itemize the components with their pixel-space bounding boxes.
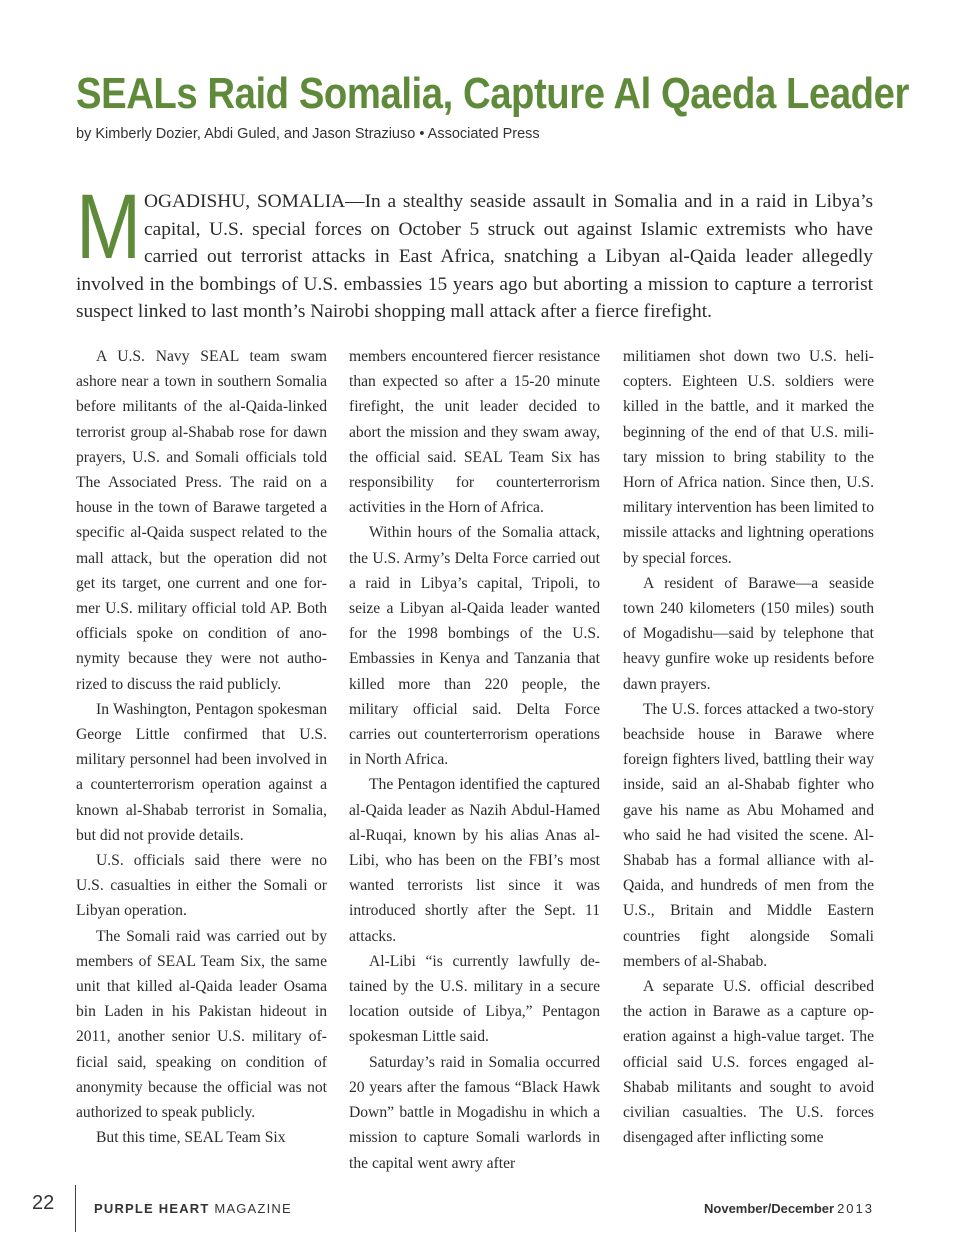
column-2 — [349, 344, 600, 1176]
paragraph: Saturday’s raid in Somalia occurred 20 years after the famous “Black Hawk Down” battle in Mogadishu in which a mission to capture Somali warlords in the capital went awry after — [349, 1053, 600, 1172]
intro-text: OGADISHU, SOMALIA—In a stealthy seaside assault in Somalia and in a raid in Libya’s capital, U.S. special forces on October 5 struck out against Islamic extremists who have carried out terrorist attacks in East Africa, snatching a Libyan al-Qaida leader allegedly involved in the bombings of U.S. embassies 15 years ago but aborting a mission to capture a terrorist suspect linked to last month’s Nairobi shopping mall attack after a fierce firefight. — [76, 191, 873, 322]
paragraph: In Washington, Pentagon spokesman George Little confirmed that U.S. military personnel had been involved in a counterterrorism operation against a known al-Shabab terrorist in Somalia, but did not provide details. — [76, 700, 327, 844]
paragraph: A separate U.S. official described the action in Barawe as a capture operation against a high-value target. The official said U.S. forces engaged al-Shabab militants and sought to avoid civilian casualties. The U.S. forces disengaged after inflicting some — [623, 978, 874, 1147]
paragraph-continued: members encountered fiercer resistance than expected so after a 15-20 minute firefight, the unit leader decided to abort the mission and they swam away, the official said. SEAL Team Six has responsibility for counterterrorism activities in the Horn of Africa. — [349, 348, 600, 517]
paragraph-continued: militiamen shot down two U.S. helicopters. Eighteen U.S. soldiers were killed in the battle, and it marked the beginning of the end of that U.S. military mission to bring stability to the Horn of Africa nation. Since then, U.S. military intervention has been limited to missile attacks and lightning operations by special forces. — [623, 348, 874, 567]
paragraph: A resident of Barawe—a seaside town 240 kilometers (150 miles) south of Mogadishu—said by telephone that heavy gunfire woke up residents before dawn prayers. — [623, 574, 874, 693]
drop-cap: M — [76, 176, 142, 278]
paragraph: A U.S. Navy SEAL team swam ashore near a town in southern Somalia before militants of the al-Qaida-linked terrorist group al-Shabab rose for dawn prayers, U.S. and Somali officials told The Associated Press. The raid on a house in the town of Barawe targeted a specific al-Qaida suspect related to the mall attack, but the operation did not get its target, one current and one former U.S. military official told AP. Both officials spoke on condition of anonymity because they were not authorized to discuss the raid publicly. — [76, 348, 327, 693]
issue-date — [704, 1201, 874, 1216]
article-headline — [76, 66, 909, 122]
paragraph: The Pentagon identified the captured al-Qaida leader as Nazih Abdul-Hamed al-Ruqai, known by his alias Anas al-Libi, who has been on the FBI’s most wanted terrorists list since it was introduced shortly after the Sept. 11 attacks. — [349, 776, 600, 945]
headline-bold: SEALs Raid Somalia, — [76, 69, 453, 118]
footer-divider — [75, 1185, 76, 1232]
issue-months: November/December — [704, 1201, 835, 1216]
headline-rest: Capture Al Qaeda Leader — [462, 69, 909, 118]
magazine-name-rest: MAGAZINE — [214, 1201, 292, 1216]
magazine-name-bold: PURPLE HEART — [94, 1201, 210, 1216]
magazine-name — [94, 1201, 292, 1216]
paragraph: The Somali raid was carried out by members of SEAL Team Six, the same unit that killed al-Qaida leader Osama bin Laden in his Pakistan hideout in 2011, another senior U.S. military official said, speaking on condition of anonymity because the official was not authorized to speak publicly. — [76, 927, 327, 1122]
column-1 — [76, 344, 327, 1151]
page-number: 22 — [32, 1192, 55, 1214]
byline: by Kimberly Dozier, Abdi Guled, and Jason Straziuso • Associated Press — [76, 126, 540, 142]
intro-paragraph — [76, 176, 873, 326]
paragraph: Al-Libi “is currently lawfully detained by the U.S. military in a secure location outside of Libya,” Pentagon spokesman Little said. — [349, 952, 600, 1046]
paragraph: U.S. officials said there were no U.S. casualties in either the Somali or Libyan operation. — [76, 852, 327, 920]
issue-year: 2013 — [837, 1201, 874, 1216]
paragraph: The U.S. forces attacked a two-story beachside house in Barawe where foreign fighters lived, battling their way inside, said an al-Shabab fighter who gave his name as Abu Mohamed and who said he had visited the scene. Al-Shabab has a formal alliance with al-Qaida, and hundreds of men from the U.S., Britain and Middle Eastern countries fight alongside Somali members of al-Shabab. — [623, 700, 874, 970]
paragraph: But this time, SEAL Team Six — [96, 1129, 286, 1147]
paragraph: Within hours of the Somalia attack, the U.S. Army’s Delta Force carried out a raid in Libya’s capital, Tripoli, to seize a Libyan al-Qaida leader wanted for the 1998 bombings of the U.S. Embassies in Kenya and Tanzania that killed more than 220 people, the military official said. Delta Force carries out counterterrorism operations in North Africa. — [349, 524, 600, 769]
column-3 — [623, 344, 874, 1151]
